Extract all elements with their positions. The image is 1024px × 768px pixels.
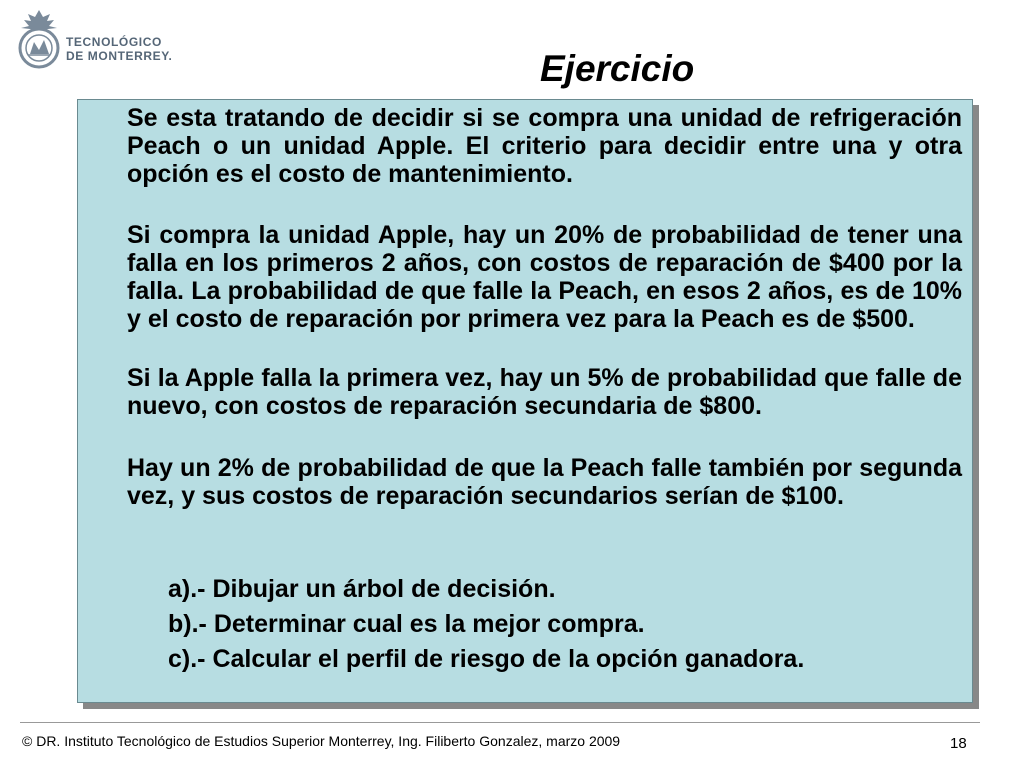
task-item: b).- Determinar cual es la mejor compra.: [168, 610, 645, 638]
footer-copyright: © DR. Instituto Tecnológico de Estudios Superior Monterrey, Ing. Filiberto Gonzalez, marzo 2009: [22, 733, 621, 749]
logo-line-2: DE MONTERREY.: [66, 49, 173, 63]
logo: [16, 8, 186, 72]
task-item: a).- Dibujar un árbol de decisión.: [168, 575, 556, 603]
logo-line-1: TECNOLÓGICO: [66, 35, 162, 49]
paragraph-apple-peach-first-failure: Si compra la unidad Apple, hay un 20% de probabilidad de tener una falla en los primeros 2 años, con costos de reparación de $400 por la falla. La probabilidad de que falle la Peach, en esos 2 años, es de 10% y el costo de reparación por primera vez para la Peach es de $500.: [127, 221, 962, 333]
page-number: 18: [950, 735, 967, 752]
footer-divider: [20, 722, 980, 723]
logo-text: [66, 35, 172, 63]
paragraph-apple-second-failure: Si la Apple falla la primera vez, hay un 5% de probabilidad que falle de nuevo, con costos de reparación secundaria de $800.: [127, 364, 962, 420]
institution-seal-icon: [16, 8, 62, 70]
task-item: c).- Calcular el perfil de riesgo de la opción ganadora.: [168, 645, 805, 673]
paragraph-intro: Se esta tratando de decidir si se compra una unidad de refrigeración Peach o un unidad Apple. El criterio para decidir entre una y otra opción es el costo de mantenimiento.: [127, 104, 962, 188]
paragraph-peach-second-failure: Hay un 2% de probabilidad de que la Peach falle también por segunda vez, y sus costos de reparación secundarios serían de $100.: [127, 454, 962, 510]
slide-title: Ejercicio: [540, 48, 695, 89]
